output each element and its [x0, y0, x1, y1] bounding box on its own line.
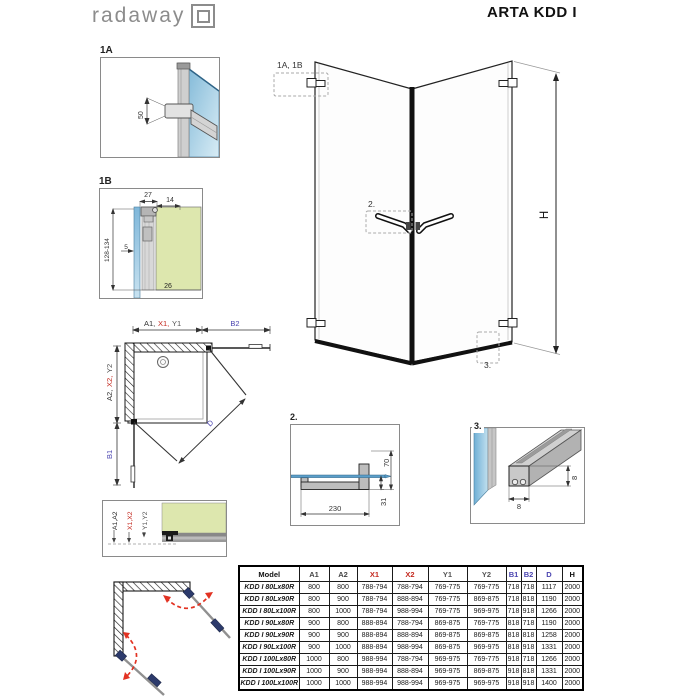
detail-2 — [290, 411, 400, 526]
door-right-handle — [249, 345, 262, 349]
callout-handle: 2. — [368, 199, 376, 209]
dim-26: 26 — [164, 283, 172, 290]
column-header: A1 — [299, 566, 329, 582]
dim-230: 230 — [328, 504, 342, 513]
value-cell: 718 — [506, 606, 521, 618]
column-header: Y1 — [428, 566, 467, 582]
value-cell: 818 — [506, 642, 521, 654]
value-cell: 718 — [506, 594, 521, 606]
detail-1a — [100, 44, 220, 158]
value-cell: 788-794 — [392, 618, 428, 630]
shower-tray — [128, 345, 207, 423]
wall-left — [114, 582, 123, 656]
value-cell: 888-894 — [392, 666, 428, 678]
value-cell: 1331 — [536, 642, 562, 654]
value-cell: 918 — [521, 678, 536, 691]
value-cell: 988-994 — [392, 606, 428, 618]
value-cell: 2000 — [562, 666, 583, 678]
callout-seal: 3. — [484, 360, 492, 370]
column-header: Y2 — [467, 566, 506, 582]
model-cell: KDD I 80Lx80R — [239, 582, 299, 594]
value-cell: 969-975 — [467, 606, 506, 618]
isometric-drawing — [265, 40, 585, 370]
table-row — [239, 654, 583, 666]
table-header-row — [239, 566, 583, 582]
detail-1b — [99, 175, 203, 299]
value-cell: 788-794 — [392, 654, 428, 666]
right-glass-panel — [412, 61, 512, 362]
value-cell: 769-775 — [467, 618, 506, 630]
value-cell: 888-894 — [392, 594, 428, 606]
value-cell: 869-875 — [467, 666, 506, 678]
detail-3-label: 3. — [474, 421, 482, 431]
value-cell: 988-994 — [357, 654, 392, 666]
door-swing-drawing — [100, 578, 245, 700]
detail-3 — [470, 417, 585, 524]
door-left-handle — [131, 466, 135, 482]
model-cell: KDD I 90Lx90R — [239, 630, 299, 642]
value-cell: 969-975 — [467, 678, 506, 691]
value-cell: 918 — [521, 606, 536, 618]
plan-view-drawing — [98, 316, 293, 496]
swing-arc-left — [126, 635, 137, 677]
wall-section — [156, 207, 201, 290]
wall-top — [125, 343, 212, 352]
model-cell: KDD I 100Lx100R — [239, 678, 299, 691]
door-right-handle — [211, 619, 224, 633]
dim-8-height: 8 — [570, 475, 579, 480]
value-cell: 800 — [329, 582, 357, 594]
value-cell: 1258 — [536, 630, 562, 642]
dim-A2: A2, — [105, 389, 114, 401]
dim-27: 27 — [144, 192, 152, 199]
value-cell: 888-894 — [357, 618, 392, 630]
value-cell: 888-894 — [357, 630, 392, 642]
value-cell: 1000 — [329, 606, 357, 618]
value-cell: 2000 — [562, 618, 583, 630]
value-cell: 869-875 — [467, 630, 506, 642]
value-cell: 888-894 — [392, 630, 428, 642]
detail-1a-label: 1A — [100, 45, 113, 56]
left-glass-panel — [315, 62, 412, 362]
value-cell: 988-994 — [392, 642, 428, 654]
value-cell: 2000 — [562, 642, 583, 654]
value-cell: 869-875 — [428, 630, 467, 642]
table-row — [239, 642, 583, 654]
value-cell: 2000 — [562, 654, 583, 666]
detail-3-drawing — [471, 428, 584, 523]
door-left-open — [134, 422, 177, 461]
value-cell: 869-875 — [428, 618, 467, 630]
value-cell: 1000 — [329, 678, 357, 691]
dim-X2: X2, — [105, 375, 114, 387]
value-cell: 918 — [506, 678, 521, 691]
value-cell: 1000 — [299, 666, 329, 678]
dim-Y2: Y2 — [105, 363, 114, 373]
value-cell: 800 — [299, 582, 329, 594]
table-row — [239, 582, 583, 594]
column-header: X1 — [357, 566, 392, 582]
model-cell: KDD I 90Lx100R — [239, 642, 299, 654]
value-cell: 1190 — [536, 618, 562, 630]
section-dim-A: A1,A2 — [112, 511, 119, 530]
model-cell: KDD I 100Lx90R — [239, 666, 299, 678]
dim-14: 14 — [166, 197, 174, 204]
value-cell: 900 — [329, 630, 357, 642]
value-cell: 2000 — [562, 594, 583, 606]
value-cell: 788-794 — [357, 606, 392, 618]
value-cell: 1117 — [536, 582, 562, 594]
model-cell: KDD I 100Lx80R — [239, 654, 299, 666]
detail-2-label: 2. — [290, 412, 298, 422]
value-cell: 2000 — [562, 678, 583, 691]
dim-8-width: 8 — [516, 502, 522, 511]
value-cell: 769-775 — [428, 594, 467, 606]
model-cell: KDD I 90Lx80R — [239, 618, 299, 630]
dim-5: 5 — [124, 244, 128, 251]
section-drawing — [102, 500, 227, 557]
value-cell: 1000 — [329, 642, 357, 654]
dim-128-134: 128-134 — [104, 238, 111, 262]
value-cell: 788-794 — [357, 582, 392, 594]
dim-70: 70 — [382, 458, 391, 467]
value-cell: 988-994 — [357, 678, 392, 691]
value-cell: 769-775 — [428, 606, 467, 618]
detail-1b-drawing — [100, 189, 202, 298]
value-cell: 869-875 — [467, 594, 506, 606]
callout-hinges: 1A, 1B — [277, 60, 303, 70]
dim-50: 50 — [138, 111, 145, 119]
value-cell: 718 — [521, 582, 536, 594]
wall-left — [125, 343, 134, 421]
value-cell: 900 — [329, 594, 357, 606]
value-cell: 1000 — [299, 654, 329, 666]
model-cell: KDD I 80Lx90R — [239, 594, 299, 606]
hinge-clamp — [165, 104, 193, 118]
value-cell: 900 — [299, 642, 329, 654]
value-cell: 969-975 — [428, 678, 467, 691]
brand-logo — [92, 4, 215, 28]
column-header: Model — [239, 566, 299, 582]
dim-Y1: Y1 — [172, 319, 182, 328]
dim-B1: B1 — [105, 449, 114, 459]
value-cell: 2000 — [562, 582, 583, 594]
detail-2-drawing — [291, 425, 399, 525]
value-cell: 818 — [521, 630, 536, 642]
value-cell: 1400 — [536, 678, 562, 691]
table-row — [239, 678, 583, 691]
brand-text: radaway — [92, 4, 186, 27]
value-cell: 769-775 — [467, 654, 506, 666]
value-cell: 869-875 — [428, 642, 467, 654]
value-cell: 1331 — [536, 666, 562, 678]
value-cell: 718 — [521, 618, 536, 630]
column-header: B2 — [521, 566, 536, 582]
drain — [158, 357, 169, 368]
value-cell: 969-975 — [467, 642, 506, 654]
value-cell: 1000 — [299, 678, 329, 691]
value-cell: 769-775 — [428, 582, 467, 594]
table-row — [239, 666, 583, 678]
door-right-open — [209, 349, 246, 395]
value-cell: 918 — [506, 666, 521, 678]
value-cell: 918 — [506, 654, 521, 666]
glass-panel-edge — [474, 428, 488, 505]
value-cell: 1266 — [536, 606, 562, 618]
value-cell: 800 — [329, 654, 357, 666]
value-cell: 1266 — [536, 654, 562, 666]
column-header: X2 — [392, 566, 428, 582]
glass-edge — [291, 475, 385, 478]
value-cell: 800 — [299, 594, 329, 606]
value-cell: 988-994 — [357, 666, 392, 678]
section-dim-Y: Y1,Y2 — [142, 511, 149, 530]
value-cell: 969-975 — [428, 666, 467, 678]
value-cell: 818 — [521, 666, 536, 678]
column-header: H — [562, 566, 583, 582]
table-row — [239, 618, 583, 630]
value-cell: 818 — [506, 618, 521, 630]
column-header: A2 — [329, 566, 357, 582]
value-cell: 818 — [521, 594, 536, 606]
table-row — [239, 594, 583, 606]
dim-B2: B2 — [230, 319, 240, 328]
spec-table — [238, 565, 584, 691]
model-cell: KDD I 80Lx100R — [239, 606, 299, 618]
value-cell: 888-894 — [357, 642, 392, 654]
value-cell: 800 — [329, 618, 357, 630]
detail-1a-drawing — [101, 58, 219, 157]
value-cell: 900 — [299, 618, 329, 630]
glass-section — [134, 207, 140, 298]
table-row — [239, 606, 583, 618]
value-cell: 1190 — [536, 594, 562, 606]
page-title: ARTA KDD I — [487, 4, 577, 21]
value-cell: 900 — [299, 630, 329, 642]
value-cell: 788-794 — [392, 582, 428, 594]
value-cell: 788-794 — [357, 594, 392, 606]
section-dim-X: X1,X2 — [127, 511, 134, 530]
tray-ledge — [162, 503, 226, 533]
dim-31: 31 — [379, 497, 388, 506]
detail-1b-label: 1B — [99, 176, 112, 187]
value-cell: 988-994 — [392, 678, 428, 691]
value-cell: 969-975 — [428, 654, 467, 666]
brand-square-icon — [191, 4, 215, 28]
column-header: B1 — [506, 566, 521, 582]
dim-H: H — [539, 210, 551, 220]
value-cell: 769-775 — [467, 582, 506, 594]
value-cell: 918 — [521, 642, 536, 654]
dim-D: D — [205, 418, 216, 429]
column-header: D — [536, 566, 562, 582]
table-row — [239, 630, 583, 642]
dim-A1: A1, — [144, 319, 156, 328]
value-cell: 2000 — [562, 630, 583, 642]
dim-X1: X1, — [158, 319, 170, 328]
value-cell: 800 — [299, 606, 329, 618]
wall-top — [114, 582, 190, 591]
seal-profile-face — [509, 466, 529, 486]
value-cell: 818 — [506, 630, 521, 642]
value-cell: 900 — [329, 666, 357, 678]
value-cell: 718 — [506, 582, 521, 594]
value-cell: 2000 — [562, 606, 583, 618]
value-cell: 718 — [521, 654, 536, 666]
